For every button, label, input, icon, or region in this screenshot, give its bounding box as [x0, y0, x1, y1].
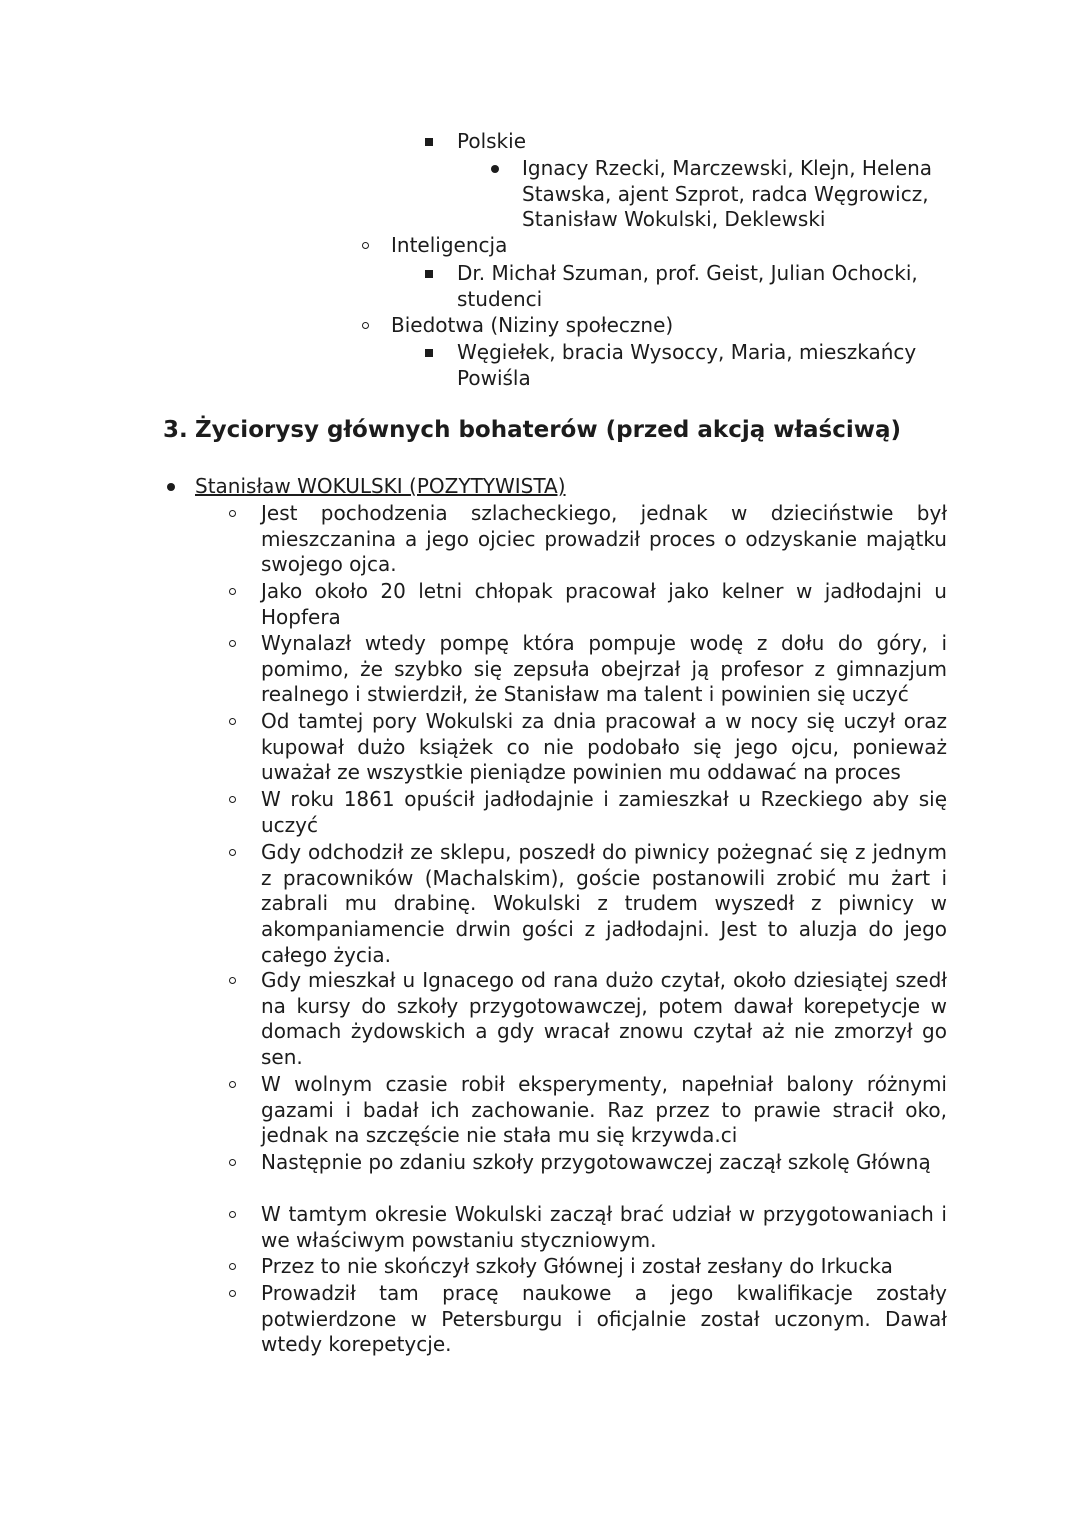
hollow-bullet-icon: [229, 1263, 236, 1270]
filled-bullet-icon: [167, 483, 175, 491]
bio-item: Jest pochodzenia szlacheckiego, jednak w dzieciństwie był mieszczanina a jego ojciec prowadził proces o odzyskanie majątku swojego ojca.: [261, 501, 947, 577]
bio-item: Prowadził tam pracę naukowe a jego kwalifikacje zostały potwierdzone w Petersburgu i oficjalnie został uczonym. Dawał wtedy korepetycje.: [261, 1281, 947, 1357]
outline-inteligencja-names: Dr. Michał Szuman, prof. Geist, Julian Ochocki, studenci: [457, 261, 918, 311]
outline-polskie-names: Ignacy Rzecki, Marczewski, Klejn, Helena Stawska, ajent Szprot, radca Węgrowicz, Stanisław Wokulski, Deklewski: [522, 156, 933, 232]
bio-item: Gdy mieszkał u Ignacego od rana dużo czytał, około dziesiątej szedł na kursy do szkoły przygotowawczej, potem dawał korepetycje w domach żydowskich a gdy wracał znowu czytał aż nie zmorzył go sen.: [261, 968, 947, 1070]
hero-name: Stanisław WOKULSKI (POZYTYWISTA): [195, 474, 566, 498]
square-bullet-icon: [425, 138, 433, 146]
bio-item: W roku 1861 opuścił jadłodajnie i zamieszkał u Rzeckiego aby się uczyć: [261, 787, 947, 837]
hollow-bullet-icon: [229, 977, 236, 984]
hollow-bullet-icon: [229, 1290, 236, 1297]
hollow-bullet-icon: [229, 796, 236, 803]
hollow-bullet-icon: [362, 242, 369, 249]
hollow-bullet-icon: [229, 849, 236, 856]
outline-polskie-label: Polskie: [457, 129, 527, 153]
hollow-bullet-icon: [229, 1211, 236, 1218]
bio-item: Gdy odchodził ze sklepu, poszedł do piwnicy pożegnać się z jednym z pracowników (Machalskim), goście postanowili zrobić mu żart i zabrali mu drabinę. Wokulski z trudem wyszedł z piwnicy w akompaniamencie drwin gości z jadłodajni. Jest to aluzja do jego całego życia.: [261, 840, 947, 967]
hollow-bullet-icon: [362, 322, 369, 329]
hollow-bullet-icon: [229, 588, 236, 595]
filled-bullet-icon: [491, 165, 499, 173]
hollow-bullet-icon: [229, 640, 236, 647]
hollow-bullet-icon: [229, 510, 236, 517]
section-heading: [163, 417, 901, 443]
bio-item: Następnie po zdaniu szkoły przygotowawczej zaczął szkolę Główną: [261, 1150, 931, 1174]
bio-item: W wolnym czasie robił eksperymenty, napełniał balony różnymi gazami i badał ich zachowanie. Raz przez to prawie stracił oko, jednak na szczęście nie stała mu się krzywda.ci: [261, 1072, 947, 1148]
square-bullet-icon: [425, 349, 433, 357]
bio-item: Jako około 20 letni chłopak pracował jako kelner w jadłodajni u Hopfera: [261, 579, 947, 629]
bio-item: Przez to nie skończył szkoły Głównej i został zesłany do Irkucka: [261, 1254, 893, 1278]
section-title: Życiorysy głównych bohaterów (przed akcją właściwą): [195, 417, 902, 443]
hollow-bullet-icon: [229, 718, 236, 725]
outline-biedota-label: Biedotwa (Niziny społeczne): [391, 313, 674, 337]
outline-inteligencja-label: Inteligencja: [391, 233, 508, 257]
outline-biedota-names: Węgiełek, bracia Wysoccy, Maria, mieszkańcy Powiśla: [457, 340, 917, 390]
hollow-bullet-icon: [229, 1081, 236, 1088]
section-number: 3.: [163, 417, 188, 443]
square-bullet-icon: [425, 270, 433, 278]
bio-item: W tamtym okresie Wokulski zaczął brać udział w przygotowaniach i we właściwym powstaniu styczniowym.: [261, 1202, 947, 1252]
hollow-bullet-icon: [229, 1159, 236, 1166]
bio-item: Wynalazł wtedy pompę która pompuje wodę z dołu do góry, i pomimo, że szybko się zepsuła obejrzał ją profesor z gimnazjum realnego i stwierdził, że Stanisław ma talent i powinien się uczyć: [261, 631, 947, 707]
bio-item: Od tamtej pory Wokulski za dnia pracował a w nocy się uczył oraz kupował dużo książek co nie podobało się jego ojcu, ponieważ uważał ze wszystkie pieniądze powinien mu oddawać na proces: [261, 709, 947, 785]
